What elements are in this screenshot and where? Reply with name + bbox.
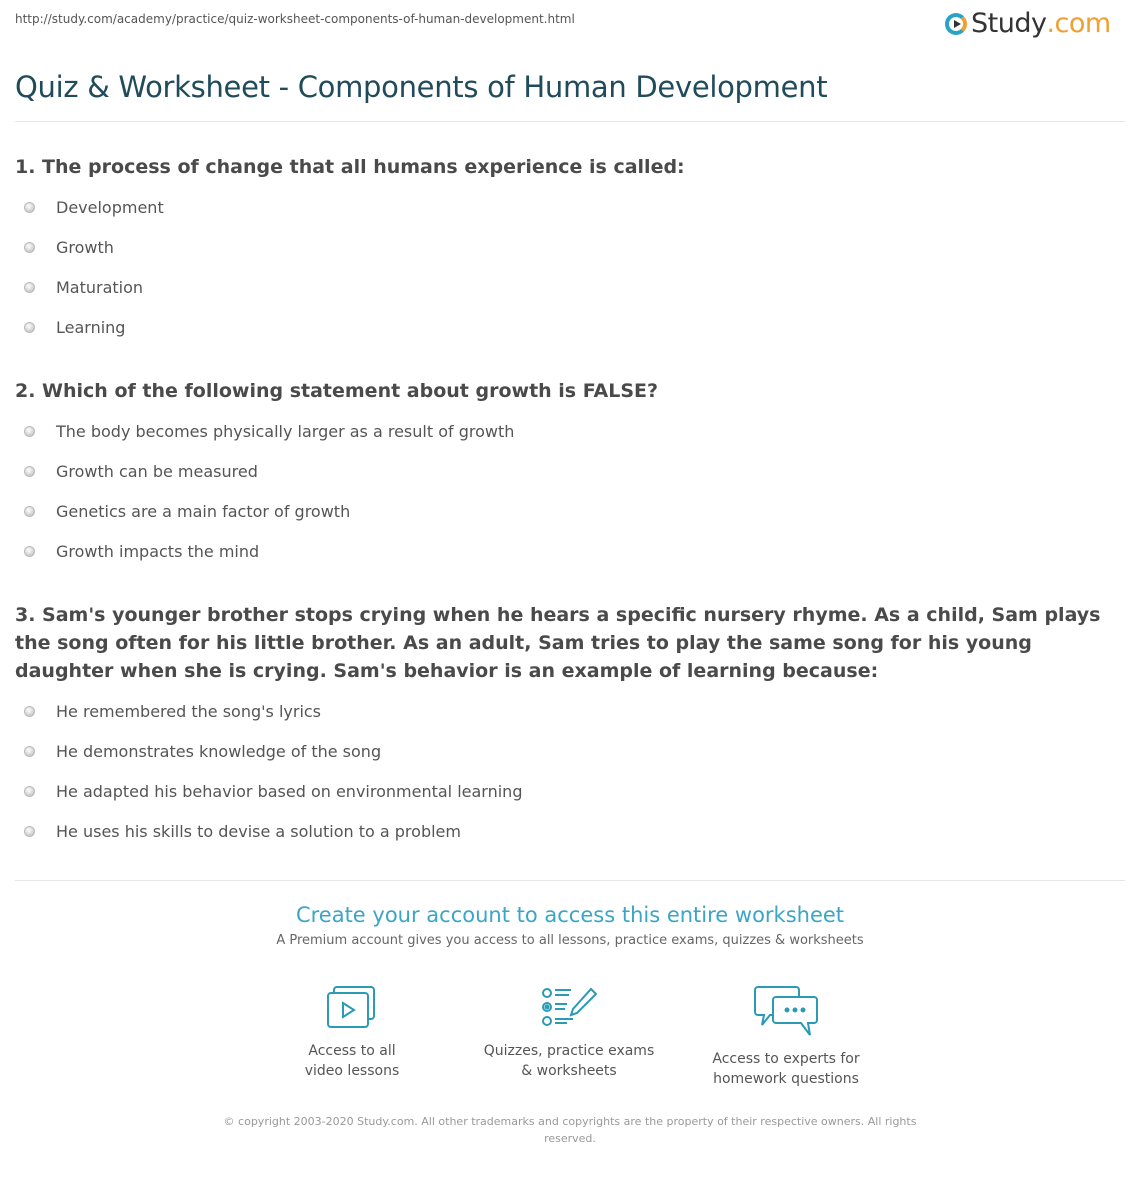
divider [15,121,1125,122]
option-label: Development [56,197,164,217]
answer-option[interactable] [15,411,1115,451]
option-label: He remembered the song's lyrics [56,701,322,721]
copyright: © copyright 2003-2020 Study.com. All other trademarks and copyrights are the property of their respective owners. All rights reserved. [223,1115,917,1145]
answer-option[interactable] [15,771,1115,811]
feature-label: homework questions [713,1071,859,1087]
option-label: Growth impacts the mind [56,541,260,561]
radio-icon[interactable] [24,322,35,333]
option-label: The body becomes physically larger as a result of growth [56,421,515,441]
page-url: http://study.com/academy/practice/quiz-worksheet-components-of-human-development.html [15,12,575,26]
radio-icon[interactable] [24,826,35,837]
option-label: Learning [56,317,126,337]
question-1 [15,153,1115,347]
radio-icon[interactable] [24,282,35,293]
feature-quizzes [469,985,669,1081]
option-label: Maturation [56,277,144,297]
signup-cta [0,903,1140,948]
radio-icon[interactable] [24,466,35,477]
radio-icon[interactable] [24,202,35,213]
cta-subtitle: A Premium account gives you access to all lessons, practice exams, quizzes & worksheets [276,933,864,948]
question-2 [15,377,1115,571]
option-label: He uses his skills to devise a solution to a problem [56,821,461,841]
answer-option[interactable] [15,731,1115,771]
answer-option[interactable] [15,451,1115,491]
answer-option[interactable] [15,267,1115,307]
quiz-icon [541,985,597,1029]
study-logo[interactable] [945,8,1111,39]
option-label: He adapted his behavior based on environmental learning [56,781,523,801]
question-text: 2. Which of the following statement about growth is FALSE? [15,380,659,402]
option-label: Growth can be measured [56,461,258,481]
option-label: He demonstrates knowledge of the song [56,741,382,761]
logo-tld: .com [1046,8,1111,39]
option-label: Growth [56,237,114,257]
answer-option[interactable] [15,491,1115,531]
radio-icon[interactable] [24,546,35,557]
feature-label: Access to all [308,1043,396,1059]
cta-link[interactable]: Create your account to access this entire worksheet [295,903,845,927]
answer-option[interactable] [15,691,1115,731]
radio-icon[interactable] [24,786,35,797]
radio-icon[interactable] [24,746,35,757]
answer-option[interactable] [15,307,1115,347]
feature-experts [686,985,886,1089]
chat-experts-icon [754,985,818,1037]
feature-video [252,985,452,1081]
radio-icon[interactable] [24,426,35,437]
answer-option[interactable] [15,187,1115,227]
feature-label: Quizzes, practice exams [483,1043,655,1059]
question-text: 1. The process of change that all humans experience is called: [15,156,685,178]
radio-icon[interactable] [24,506,35,517]
question-text: 3. Sam's younger brother stops crying when he hears a specific nursery rhyme. As a child, Sam plays the song often for his little brother. As an adult, Sam tries to play the same song for his young daughter when she is crying. Sam's behavior is an example of learning because: [15,604,1101,682]
radio-icon[interactable] [24,706,35,717]
play-logo-icon [945,13,967,35]
feature-label: Access to experts for [712,1051,860,1067]
answer-option[interactable] [15,811,1115,851]
feature-label: & worksheets [521,1063,617,1079]
feature-label: video lessons [304,1063,400,1079]
page-title: Quiz & Worksheet - Components of Human Development [15,70,828,104]
logo-name: Study [971,8,1047,39]
question-3 [15,601,1115,851]
answer-option[interactable] [15,531,1115,571]
divider [15,880,1125,881]
video-lessons-icon [326,985,378,1029]
answer-option[interactable] [15,227,1115,267]
option-label: Genetics are a main factor of growth [56,501,351,521]
radio-icon[interactable] [24,242,35,253]
